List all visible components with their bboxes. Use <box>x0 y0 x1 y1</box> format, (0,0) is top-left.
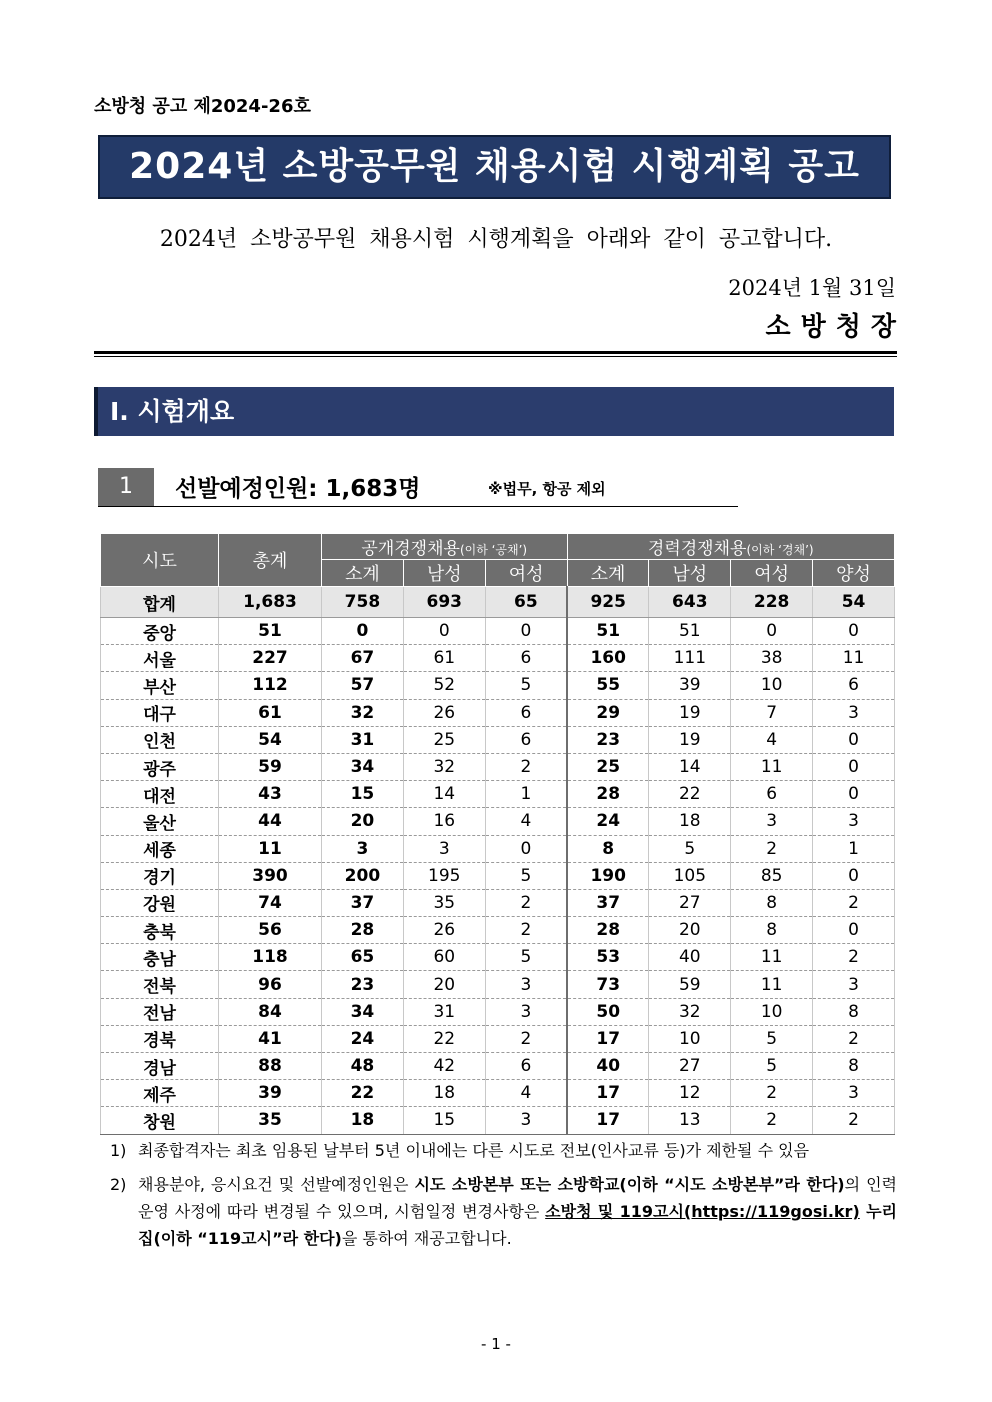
cell-open-female: 3 <box>485 998 567 1025</box>
cell-open-subtotal: 200 <box>322 862 404 889</box>
cell-career-subtotal: 55 <box>567 672 649 699</box>
cell-open-subtotal: 67 <box>322 645 404 672</box>
cell-career-either: 54 <box>813 587 895 618</box>
cell-career-female: 2 <box>731 1107 813 1134</box>
cell-career-female: 8 <box>731 917 813 944</box>
cell-open-male: 3 <box>403 835 485 862</box>
header-open-subtotal: 소계 <box>322 560 404 587</box>
cell-region: 대구 <box>101 699 219 726</box>
table-row <box>101 808 895 835</box>
cell-region: 경기 <box>101 862 219 889</box>
cell-career-either: 3 <box>813 1080 895 1107</box>
cell-open-female: 0 <box>485 618 567 645</box>
cell-career-either: 0 <box>813 753 895 780</box>
cell-open-subtotal: 23 <box>322 971 404 998</box>
footnote-segment: 채용분야, 응시요건 및 선발예정인원은 <box>138 1175 415 1194</box>
table-row <box>101 699 895 726</box>
cell-career-male: 27 <box>649 1053 731 1080</box>
cell-open-male: 26 <box>403 699 485 726</box>
cell-open-subtotal: 20 <box>322 808 404 835</box>
subsection-note: ※법무, 항공 제외 <box>488 480 606 498</box>
header-career-either: 양성 <box>813 560 895 587</box>
cell-career-male: 39 <box>649 672 731 699</box>
divider-thin <box>94 356 897 357</box>
cell-career-male: 40 <box>649 944 731 971</box>
cell-career-female: 8 <box>731 889 813 916</box>
cell-region: 중앙 <box>101 618 219 645</box>
header-region: 시도 <box>101 534 219 587</box>
footnote-segment: 의 인력운영 사정에 따라 변경될 수 있으며, 시험일정 변경사항은 <box>138 1175 897 1221</box>
header-open-male: 남성 <box>403 560 485 587</box>
cell-career-either: 11 <box>813 645 895 672</box>
cell-career-subtotal: 73 <box>567 971 649 998</box>
cell-career-either: 0 <box>813 726 895 753</box>
footnote-segment: 최종합격자는 최초 임용된 날부터 5년 이내에는 다른 시도로 전보(인사교류 등)가 제한될 수 있음 <box>138 1141 810 1160</box>
notice-date: 2024년 1월 31일 <box>728 276 896 300</box>
cell-career-male: 32 <box>649 998 731 1025</box>
header-career-label: 경력경쟁채용 <box>647 539 747 559</box>
cell-region: 부산 <box>101 672 219 699</box>
cell-career-female: 10 <box>731 998 813 1025</box>
cell-total: 56 <box>219 917 322 944</box>
cell-career-female: 38 <box>731 645 813 672</box>
cell-region: 창원 <box>101 1107 219 1134</box>
header-career-male: 남성 <box>649 560 731 587</box>
cell-region: 충남 <box>101 944 219 971</box>
header-total: 총계 <box>219 534 322 587</box>
table-row <box>101 998 895 1025</box>
cell-career-male: 18 <box>649 808 731 835</box>
header-open-note: (이하 ‘공채’) <box>459 543 528 557</box>
cell-career-subtotal: 28 <box>567 781 649 808</box>
cell-career-subtotal: 24 <box>567 808 649 835</box>
cell-career-female: 4 <box>731 726 813 753</box>
cell-total: 96 <box>219 971 322 998</box>
table-row <box>101 726 895 753</box>
cell-open-female: 2 <box>485 753 567 780</box>
cell-career-either: 0 <box>813 917 895 944</box>
cell-career-male: 19 <box>649 699 731 726</box>
notice-number: 소방청 공고 제2024-26호 <box>94 96 311 117</box>
cell-career-male: 12 <box>649 1080 731 1107</box>
cell-open-female: 4 <box>485 808 567 835</box>
cell-total: 88 <box>219 1053 322 1080</box>
cell-career-subtotal: 29 <box>567 699 649 726</box>
cell-career-female: 7 <box>731 699 813 726</box>
cell-total: 112 <box>219 672 322 699</box>
cell-career-either: 2 <box>813 944 895 971</box>
footnote-segment: 누리집(이하 “119고시”라 한다) <box>138 1202 897 1248</box>
cell-career-subtotal: 50 <box>567 998 649 1025</box>
cell-career-either: 2 <box>813 1107 895 1134</box>
cell-open-subtotal: 32 <box>322 699 404 726</box>
cell-career-female: 0 <box>731 618 813 645</box>
cell-open-male: 35 <box>403 889 485 916</box>
cell-open-male: 693 <box>403 587 485 618</box>
cell-career-subtotal: 190 <box>567 862 649 889</box>
cell-career-subtotal: 23 <box>567 726 649 753</box>
document-title: 2024년 소방공무원 채용시험 시행계획 공고 <box>98 135 891 199</box>
cell-open-subtotal: 57 <box>322 672 404 699</box>
cell-career-male: 13 <box>649 1107 731 1134</box>
cell-career-either: 0 <box>813 862 895 889</box>
cell-total: 35 <box>219 1107 322 1134</box>
cell-open-female: 2 <box>485 889 567 916</box>
cell-total: 11 <box>219 835 322 862</box>
cell-open-female: 0 <box>485 835 567 862</box>
cell-open-subtotal: 31 <box>322 726 404 753</box>
cell-open-female: 6 <box>485 1053 567 1080</box>
table-row <box>101 889 895 916</box>
cell-career-either: 0 <box>813 781 895 808</box>
table-row <box>101 835 895 862</box>
cell-career-male: 51 <box>649 618 731 645</box>
cell-career-either: 8 <box>813 1053 895 1080</box>
cell-career-subtotal: 28 <box>567 917 649 944</box>
cell-career-subtotal: 40 <box>567 1053 649 1080</box>
cell-career-subtotal: 925 <box>567 587 649 618</box>
subsection-underline <box>98 506 738 507</box>
cell-region: 경남 <box>101 1053 219 1080</box>
cell-career-male: 22 <box>649 781 731 808</box>
cell-career-male: 27 <box>649 889 731 916</box>
cell-total: 51 <box>219 618 322 645</box>
cell-career-subtotal: 37 <box>567 889 649 916</box>
page-number: - 1 - <box>481 1335 511 1353</box>
cell-open-subtotal: 22 <box>322 1080 404 1107</box>
table-row <box>101 781 895 808</box>
cell-open-subtotal: 34 <box>322 753 404 780</box>
cell-open-male: 25 <box>403 726 485 753</box>
cell-career-male: 19 <box>649 726 731 753</box>
cell-career-either: 3 <box>813 808 895 835</box>
cell-open-female: 6 <box>485 645 567 672</box>
table-row <box>101 618 895 645</box>
cell-open-male: 52 <box>403 672 485 699</box>
cell-career-subtotal: 51 <box>567 618 649 645</box>
cell-open-male: 26 <box>403 917 485 944</box>
table-row <box>101 1080 895 1107</box>
header-career-note: (이하 ‘경채’) <box>746 543 814 557</box>
cell-open-male: 32 <box>403 753 485 780</box>
cell-total: 84 <box>219 998 322 1025</box>
cell-career-either: 2 <box>813 1025 895 1052</box>
header-career-recruitment <box>567 534 894 560</box>
cell-open-subtotal: 18 <box>322 1107 404 1134</box>
footnote-segment: 시도 소방본부 또는 소방학교(이하 “시도 소방본부”라 한다) <box>414 1175 845 1194</box>
cell-open-female: 2 <box>485 1025 567 1052</box>
cell-open-female: 6 <box>485 726 567 753</box>
intro-text: 2024년 소방공무원 채용시험 시행계획을 아래와 같이 공고합니다. <box>159 227 833 252</box>
cell-career-female: 11 <box>731 753 813 780</box>
cell-open-male: 42 <box>403 1053 485 1080</box>
cell-region: 서울 <box>101 645 219 672</box>
cell-open-female: 2 <box>485 917 567 944</box>
cell-career-subtotal: 160 <box>567 645 649 672</box>
cell-open-subtotal: 65 <box>322 944 404 971</box>
header-open-label: 공개경쟁채용 <box>361 539 460 559</box>
footnote-1 <box>110 1137 897 1164</box>
cell-open-male: 18 <box>403 1080 485 1107</box>
cell-open-subtotal: 758 <box>322 587 404 618</box>
cell-career-female: 2 <box>731 1080 813 1107</box>
cell-career-female: 85 <box>731 862 813 889</box>
cell-region: 충북 <box>101 917 219 944</box>
cell-career-subtotal: 17 <box>567 1107 649 1134</box>
footnote-number: 2) <box>110 1175 127 1194</box>
cell-career-female: 11 <box>731 944 813 971</box>
cell-career-female: 5 <box>731 1053 813 1080</box>
cell-total: 43 <box>219 781 322 808</box>
header-career-subtotal: 소계 <box>567 560 649 587</box>
cell-region: 경북 <box>101 1025 219 1052</box>
header-open-female: 여성 <box>485 560 567 587</box>
cell-career-either: 3 <box>813 971 895 998</box>
cell-open-subtotal: 37 <box>322 889 404 916</box>
cell-open-male: 0 <box>403 618 485 645</box>
cell-career-either: 2 <box>813 889 895 916</box>
footnote-text <box>138 1137 897 1164</box>
cell-career-male: 59 <box>649 971 731 998</box>
cell-total: 41 <box>219 1025 322 1052</box>
table-total-row <box>101 587 895 618</box>
cell-region: 울산 <box>101 808 219 835</box>
cell-career-subtotal: 8 <box>567 835 649 862</box>
issuer: 소방청장 <box>765 312 906 342</box>
cell-career-female: 3 <box>731 808 813 835</box>
cell-open-subtotal: 0 <box>322 618 404 645</box>
table-row <box>101 753 895 780</box>
cell-open-male: 195 <box>403 862 485 889</box>
table-row <box>101 917 895 944</box>
cell-open-subtotal: 34 <box>322 998 404 1025</box>
cell-region: 광주 <box>101 753 219 780</box>
cell-open-female: 4 <box>485 1080 567 1107</box>
cell-career-female: 6 <box>731 781 813 808</box>
header-career-female: 여성 <box>731 560 813 587</box>
cell-total: 74 <box>219 889 322 916</box>
cell-career-male: 111 <box>649 645 731 672</box>
table-row <box>101 1025 895 1052</box>
cell-career-male: 14 <box>649 753 731 780</box>
table-body <box>101 587 895 1135</box>
cell-career-either: 0 <box>813 618 895 645</box>
cell-open-male: 31 <box>403 998 485 1025</box>
cell-total: 118 <box>219 944 322 971</box>
table-row <box>101 1053 895 1080</box>
cell-region: 강원 <box>101 889 219 916</box>
cell-career-female: 5 <box>731 1025 813 1052</box>
cell-open-subtotal: 24 <box>322 1025 404 1052</box>
table-row <box>101 672 895 699</box>
cell-open-female: 5 <box>485 672 567 699</box>
cell-total: 59 <box>219 753 322 780</box>
table-row <box>101 645 895 672</box>
cell-career-male: 105 <box>649 862 731 889</box>
cell-career-subtotal: 53 <box>567 944 649 971</box>
cell-career-female: 228 <box>731 587 813 618</box>
cell-total: 39 <box>219 1080 322 1107</box>
cell-open-subtotal: 3 <box>322 835 404 862</box>
divider-thick <box>94 351 897 354</box>
cell-region: 세종 <box>101 835 219 862</box>
cell-total: 54 <box>219 726 322 753</box>
cell-open-male: 16 <box>403 808 485 835</box>
cell-career-either: 3 <box>813 699 895 726</box>
cell-region: 대전 <box>101 781 219 808</box>
cell-career-either: 1 <box>813 835 895 862</box>
recruitment-quota-table <box>100 533 895 1135</box>
cell-total: 44 <box>219 808 322 835</box>
table-header-row <box>101 534 895 560</box>
cell-career-male: 10 <box>649 1025 731 1052</box>
footnote-text <box>138 1171 897 1252</box>
cell-open-male: 22 <box>403 1025 485 1052</box>
subsection-title: 선발예정인원: 1,683명 <box>175 476 421 502</box>
cell-open-female: 5 <box>485 944 567 971</box>
footnote-number: 1) <box>110 1141 127 1160</box>
cell-career-male: 20 <box>649 917 731 944</box>
cell-total: 61 <box>219 699 322 726</box>
footnote-segment: 소방청 및 119고시(https://119gosi.kr) <box>545 1202 860 1221</box>
cell-career-male: 643 <box>649 587 731 618</box>
cell-career-subtotal: 17 <box>567 1080 649 1107</box>
table-row <box>101 944 895 971</box>
table-row <box>101 862 895 889</box>
cell-open-female: 65 <box>485 587 567 618</box>
cell-open-female: 1 <box>485 781 567 808</box>
cell-total: 227 <box>219 645 322 672</box>
cell-region: 인천 <box>101 726 219 753</box>
cell-region: 전북 <box>101 971 219 998</box>
cell-region: 합계 <box>101 587 219 618</box>
subsection-number: 1 <box>98 468 154 506</box>
cell-career-female: 10 <box>731 672 813 699</box>
footnote-2 <box>110 1171 897 1252</box>
footnotes <box>110 1137 897 1259</box>
cell-open-male: 61 <box>403 645 485 672</box>
cell-region: 전남 <box>101 998 219 1025</box>
table-row <box>101 971 895 998</box>
cell-open-male: 15 <box>403 1107 485 1134</box>
cell-open-female: 3 <box>485 971 567 998</box>
cell-career-female: 2 <box>731 835 813 862</box>
cell-open-male: 60 <box>403 944 485 971</box>
section-heading: Ⅰ. 시험개요 <box>94 387 894 436</box>
footnote-segment: 을 통하여 재공고합니다. <box>341 1229 512 1248</box>
cell-open-male: 14 <box>403 781 485 808</box>
cell-career-either: 8 <box>813 998 895 1025</box>
cell-region: 제주 <box>101 1080 219 1107</box>
cell-career-male: 5 <box>649 835 731 862</box>
cell-career-female: 11 <box>731 971 813 998</box>
cell-open-subtotal: 48 <box>322 1053 404 1080</box>
table-row <box>101 1107 895 1134</box>
cell-total: 1,683 <box>219 587 322 618</box>
cell-open-subtotal: 28 <box>322 917 404 944</box>
cell-career-either: 6 <box>813 672 895 699</box>
cell-open-female: 5 <box>485 862 567 889</box>
cell-career-subtotal: 25 <box>567 753 649 780</box>
header-open-recruitment <box>322 534 568 560</box>
cell-career-subtotal: 17 <box>567 1025 649 1052</box>
cell-open-subtotal: 15 <box>322 781 404 808</box>
cell-total: 390 <box>219 862 322 889</box>
cell-open-female: 3 <box>485 1107 567 1134</box>
cell-open-female: 6 <box>485 699 567 726</box>
cell-open-male: 20 <box>403 971 485 998</box>
